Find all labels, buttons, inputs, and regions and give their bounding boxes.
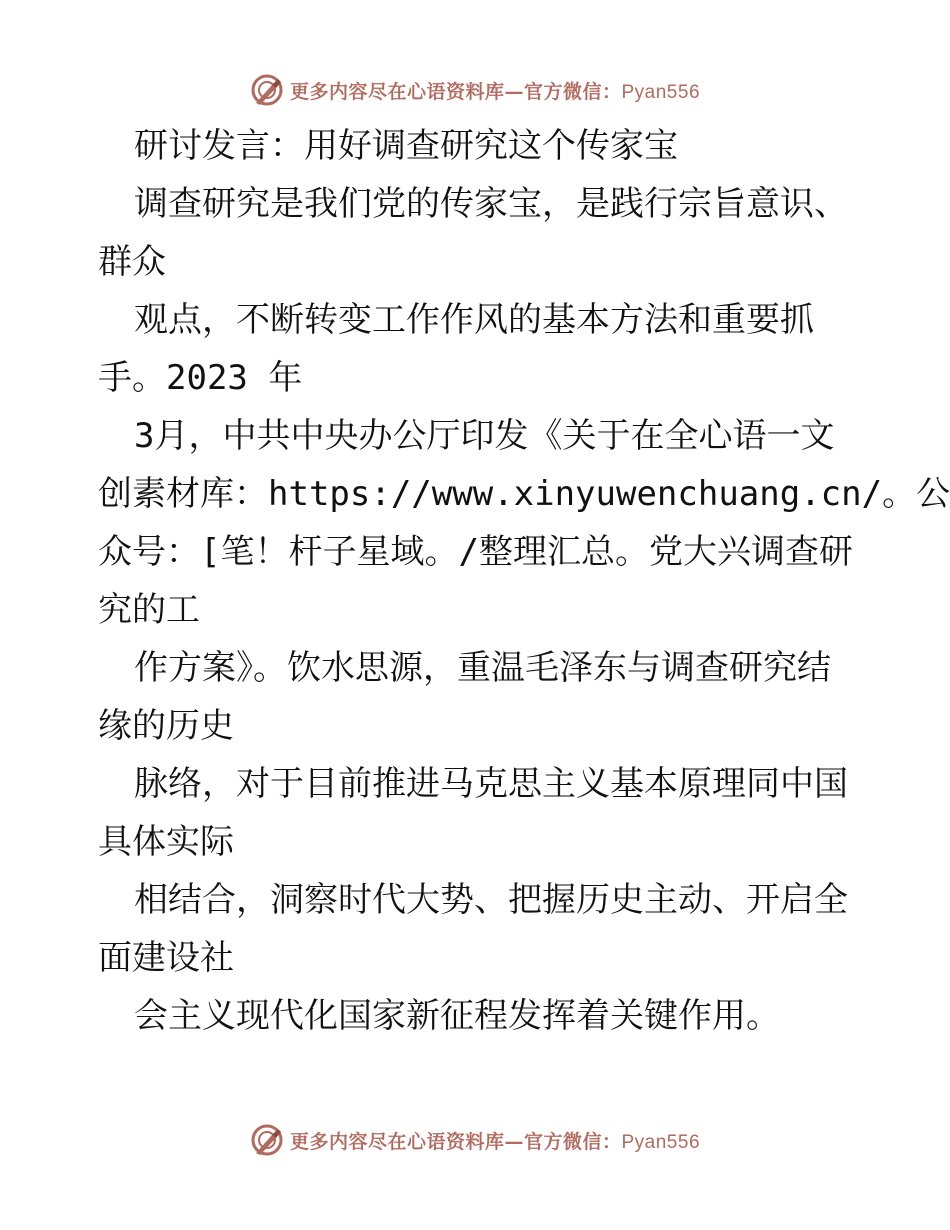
document-body — [98, 117, 950, 1045]
footer-wechat-id: Pyan556 — [621, 1131, 701, 1153]
document-line: 手。2023 年 — [98, 358, 303, 398]
document-line: 群众 — [98, 242, 166, 282]
document-line: 众号：[笔！杆子星域。/整理汇总。党大兴调查研 — [98, 532, 853, 572]
document-line: 作方案》。饮水思源，重温毛泽东与调查研究结 — [134, 648, 831, 688]
document-line: 观点，不断转变工作作风的基本方法和重要抓 — [134, 300, 814, 340]
document-line: 面建设社 — [98, 938, 234, 978]
header-wechat-id: Pyan556 — [621, 81, 701, 103]
document-line: 脉络，对于目前推进马克思主义基本原理同中国 — [134, 764, 848, 804]
footer-banner-content — [250, 1123, 700, 1157]
document-line: 调查研究是我们党的传家宝，是践行宗旨意识、 — [134, 184, 848, 224]
document-line: 研讨发言：用好调查研究这个传家宝 — [134, 126, 678, 166]
pen-logo-icon — [250, 1123, 284, 1157]
document-line: 会主义现代化国家新征程发挥着关键作用。 — [134, 996, 780, 1036]
document-line: 创素材库：https://www.xinyuwenchuang.cn/。公 — [98, 474, 950, 514]
document-line: 相结合，洞察时代大势、把握历史主动、开启全 — [134, 880, 848, 920]
header-banner-content — [250, 73, 700, 107]
document-line: 究的工 — [98, 590, 200, 630]
pen-logo-icon — [250, 73, 284, 107]
document-line: 缘的历史 — [98, 706, 234, 746]
header-banner — [0, 70, 950, 110]
document-line: 具体实际 — [98, 822, 234, 862]
footer-banner — [0, 1120, 950, 1160]
header-banner-text: 更多内容尽在心语资料库—官方微信：Pyan556 — [289, 80, 701, 103]
document-line: 3月，中共中央办公厅印发《关于在全心语一文 — [134, 416, 835, 456]
footer-banner-text: 更多内容尽在心语资料库—官方微信：Pyan556 — [289, 1130, 701, 1153]
